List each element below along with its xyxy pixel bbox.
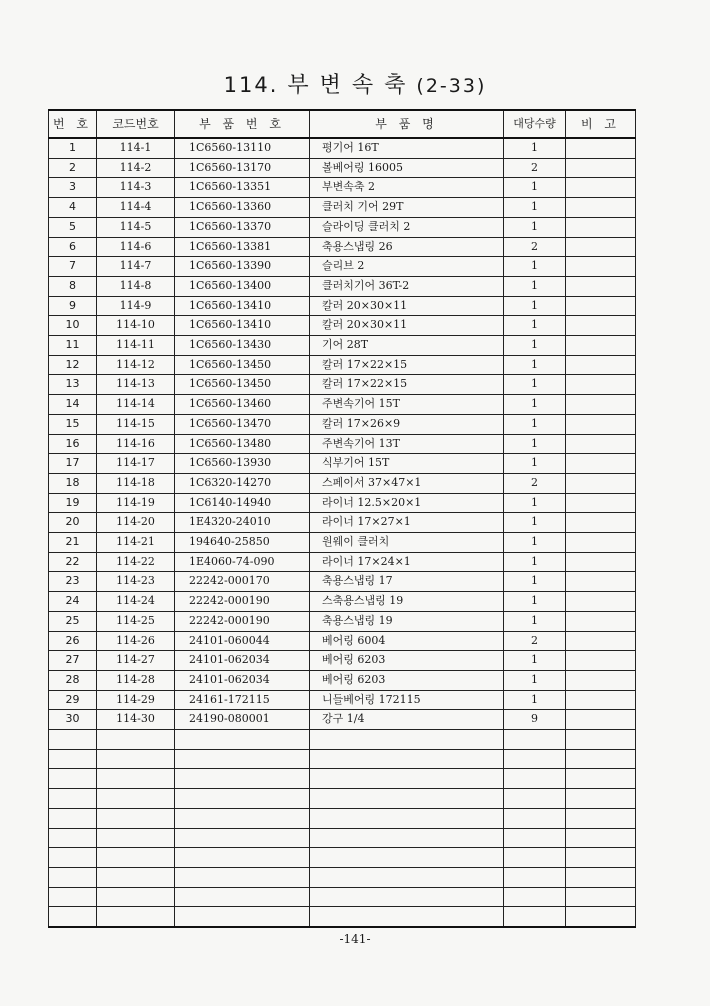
cell-name: 주변속기어 15T bbox=[310, 395, 504, 415]
cell-no: 22 bbox=[49, 552, 97, 572]
cell-part_no: 22242-000190 bbox=[175, 611, 310, 631]
empty-cell bbox=[504, 730, 566, 750]
empty-cell bbox=[566, 887, 636, 907]
cell-remarks bbox=[566, 336, 636, 356]
table-row bbox=[49, 198, 636, 218]
cell-remarks bbox=[566, 217, 636, 237]
cell-qty: 1 bbox=[504, 316, 566, 336]
cell-name: 주변속기어 13T bbox=[310, 434, 504, 454]
empty-cell bbox=[310, 828, 504, 848]
cell-code: 114-2 bbox=[97, 158, 175, 178]
cell-name: 슬라이딩 클러치 2 bbox=[310, 217, 504, 237]
cell-qty: 1 bbox=[504, 395, 566, 415]
empty-cell bbox=[566, 907, 636, 927]
empty-row bbox=[49, 907, 636, 927]
cell-qty: 2 bbox=[504, 473, 566, 493]
header-code: 코드번호 bbox=[97, 110, 175, 138]
cell-name: 칼러 20×30×11 bbox=[310, 316, 504, 336]
cell-remarks bbox=[566, 513, 636, 533]
cell-remarks bbox=[566, 690, 636, 710]
table-row bbox=[49, 336, 636, 356]
cell-remarks bbox=[566, 493, 636, 513]
cell-qty: 1 bbox=[504, 513, 566, 533]
cell-code: 114-24 bbox=[97, 592, 175, 612]
cell-qty: 1 bbox=[504, 217, 566, 237]
cell-remarks bbox=[566, 670, 636, 690]
cell-code: 114-30 bbox=[97, 710, 175, 730]
cell-remarks bbox=[566, 375, 636, 395]
cell-name: 라이너 17×24×1 bbox=[310, 552, 504, 572]
parts-table bbox=[48, 109, 636, 928]
cell-qty: 2 bbox=[504, 237, 566, 257]
cell-qty: 1 bbox=[504, 375, 566, 395]
cell-name: 베어링 6203 bbox=[310, 651, 504, 671]
cell-no: 5 bbox=[49, 217, 97, 237]
header-remarks: 비 고 bbox=[566, 110, 636, 138]
cell-code: 114-18 bbox=[97, 473, 175, 493]
cell-name: 슬리브 2 bbox=[310, 257, 504, 277]
cell-code: 114-15 bbox=[97, 414, 175, 434]
empty-row bbox=[49, 730, 636, 750]
cell-no: 14 bbox=[49, 395, 97, 415]
empty-cell bbox=[49, 808, 97, 828]
cell-part_no: 24101-062034 bbox=[175, 670, 310, 690]
table-row bbox=[49, 414, 636, 434]
empty-cell bbox=[97, 789, 175, 809]
cell-code: 114-4 bbox=[97, 198, 175, 218]
cell-qty: 9 bbox=[504, 710, 566, 730]
empty-cell bbox=[97, 867, 175, 887]
empty-cell bbox=[175, 867, 310, 887]
cell-no: 18 bbox=[49, 473, 97, 493]
cell-remarks bbox=[566, 611, 636, 631]
cell-name: 니들베어링 172115 bbox=[310, 690, 504, 710]
empty-cell bbox=[97, 828, 175, 848]
cell-part_no: 1C6560-13450 bbox=[175, 355, 310, 375]
cell-no: 8 bbox=[49, 276, 97, 296]
cell-part_no: 1C6560-13430 bbox=[175, 336, 310, 356]
table-header-row bbox=[49, 110, 636, 138]
page-title bbox=[0, 68, 710, 99]
table-row bbox=[49, 355, 636, 375]
cell-code: 114-29 bbox=[97, 690, 175, 710]
cell-name: 축용스냅링 19 bbox=[310, 611, 504, 631]
cell-remarks bbox=[566, 198, 636, 218]
cell-qty: 1 bbox=[504, 434, 566, 454]
cell-qty: 1 bbox=[504, 493, 566, 513]
cell-name: 스페이서 37×47×1 bbox=[310, 473, 504, 493]
cell-no: 19 bbox=[49, 493, 97, 513]
cell-code: 114-28 bbox=[97, 670, 175, 690]
cell-no: 23 bbox=[49, 572, 97, 592]
empty-cell bbox=[566, 749, 636, 769]
cell-name: 베어링 6004 bbox=[310, 631, 504, 651]
empty-cell bbox=[566, 848, 636, 868]
cell-part_no: 1C6560-13450 bbox=[175, 375, 310, 395]
empty-cell bbox=[504, 828, 566, 848]
empty-cell bbox=[175, 848, 310, 868]
cell-name: 칼러 20×30×11 bbox=[310, 296, 504, 316]
header-part-no: 부 품 번 호 bbox=[175, 110, 310, 138]
empty-row bbox=[49, 808, 636, 828]
empty-cell bbox=[504, 749, 566, 769]
empty-cell bbox=[175, 730, 310, 750]
cell-no: 20 bbox=[49, 513, 97, 533]
cell-part_no: 1C6560-13930 bbox=[175, 454, 310, 474]
cell-name: 칼러 17×26×9 bbox=[310, 414, 504, 434]
cell-code: 114-12 bbox=[97, 355, 175, 375]
cell-code: 114-9 bbox=[97, 296, 175, 316]
cell-qty: 1 bbox=[504, 670, 566, 690]
empty-cell bbox=[49, 887, 97, 907]
cell-name: 라이너 12.5×20×1 bbox=[310, 493, 504, 513]
empty-cell bbox=[49, 789, 97, 809]
cell-no: 7 bbox=[49, 257, 97, 277]
cell-code: 114-3 bbox=[97, 178, 175, 198]
cell-part_no: 194640-25850 bbox=[175, 533, 310, 553]
cell-part_no: 24101-060044 bbox=[175, 631, 310, 651]
cell-part_no: 1C6560-13360 bbox=[175, 198, 310, 218]
cell-part_no: 1C6560-13390 bbox=[175, 257, 310, 277]
empty-cell bbox=[504, 887, 566, 907]
cell-remarks bbox=[566, 355, 636, 375]
cell-remarks bbox=[566, 316, 636, 336]
empty-cell bbox=[49, 907, 97, 927]
cell-qty: 1 bbox=[504, 611, 566, 631]
table-row bbox=[49, 375, 636, 395]
cell-remarks bbox=[566, 572, 636, 592]
cell-name: 칼러 17×22×15 bbox=[310, 375, 504, 395]
table-row bbox=[49, 473, 636, 493]
table-row bbox=[49, 533, 636, 553]
cell-part_no: 24161-172115 bbox=[175, 690, 310, 710]
cell-name: 평기어 16T bbox=[310, 138, 504, 158]
empty-cell bbox=[97, 848, 175, 868]
cell-no: 4 bbox=[49, 198, 97, 218]
cell-remarks bbox=[566, 257, 636, 277]
table-row bbox=[49, 276, 636, 296]
table-row bbox=[49, 217, 636, 237]
empty-row bbox=[49, 789, 636, 809]
empty-row bbox=[49, 749, 636, 769]
table-row bbox=[49, 572, 636, 592]
table-row bbox=[49, 493, 636, 513]
cell-part_no: 1C6560-13351 bbox=[175, 178, 310, 198]
empty-cell bbox=[97, 730, 175, 750]
cell-name: 라이너 17×27×1 bbox=[310, 513, 504, 533]
cell-part_no: 24190-080001 bbox=[175, 710, 310, 730]
page-number: -141- bbox=[339, 932, 371, 946]
cell-qty: 1 bbox=[504, 651, 566, 671]
cell-code: 114-16 bbox=[97, 434, 175, 454]
cell-no: 24 bbox=[49, 592, 97, 612]
empty-cell bbox=[49, 867, 97, 887]
cell-qty: 1 bbox=[504, 414, 566, 434]
header-part-name: 부 품 명 bbox=[310, 110, 504, 138]
table-row bbox=[49, 651, 636, 671]
empty-cell bbox=[504, 789, 566, 809]
cell-name: 클러치기어 36T-2 bbox=[310, 276, 504, 296]
cell-no: 6 bbox=[49, 237, 97, 257]
cell-code: 114-11 bbox=[97, 336, 175, 356]
empty-cell bbox=[566, 808, 636, 828]
empty-cell bbox=[504, 808, 566, 828]
empty-row bbox=[49, 848, 636, 868]
empty-cell bbox=[175, 907, 310, 927]
cell-name: 축용스냅링 26 bbox=[310, 237, 504, 257]
cell-name: 칼러 17×22×15 bbox=[310, 355, 504, 375]
cell-no: 28 bbox=[49, 670, 97, 690]
empty-cell bbox=[49, 828, 97, 848]
cell-qty: 1 bbox=[504, 198, 566, 218]
cell-name: 클러치 기어 29T bbox=[310, 198, 504, 218]
empty-cell bbox=[566, 730, 636, 750]
cell-name: 식부기어 15T bbox=[310, 454, 504, 474]
empty-cell bbox=[175, 789, 310, 809]
cell-no: 17 bbox=[49, 454, 97, 474]
cell-qty: 1 bbox=[504, 336, 566, 356]
empty-cell bbox=[49, 848, 97, 868]
empty-cell bbox=[175, 749, 310, 769]
cell-code: 114-1 bbox=[97, 138, 175, 158]
cell-part_no: 1E4320-24010 bbox=[175, 513, 310, 533]
cell-part_no: 1C6560-13381 bbox=[175, 237, 310, 257]
cell-part_no: 24101-062034 bbox=[175, 651, 310, 671]
empty-cell bbox=[175, 808, 310, 828]
cell-remarks bbox=[566, 533, 636, 553]
empty-cell bbox=[97, 887, 175, 907]
cell-remarks bbox=[566, 237, 636, 257]
empty-cell bbox=[49, 769, 97, 789]
cell-name: 원웨이 클러치 bbox=[310, 533, 504, 553]
cell-remarks bbox=[566, 395, 636, 415]
cell-no: 9 bbox=[49, 296, 97, 316]
empty-cell bbox=[310, 887, 504, 907]
cell-remarks bbox=[566, 552, 636, 572]
cell-name: 강구 1/4 bbox=[310, 710, 504, 730]
cell-remarks bbox=[566, 414, 636, 434]
empty-cell bbox=[310, 730, 504, 750]
cell-name: 기어 28T bbox=[310, 336, 504, 356]
section-number: 114. bbox=[223, 73, 279, 97]
cell-part_no: 1C6560-13400 bbox=[175, 276, 310, 296]
empty-cell bbox=[97, 808, 175, 828]
table-row bbox=[49, 552, 636, 572]
empty-cell bbox=[49, 730, 97, 750]
cell-code: 114-27 bbox=[97, 651, 175, 671]
cell-part_no: 1C6560-13410 bbox=[175, 296, 310, 316]
cell-part_no: 22242-000170 bbox=[175, 572, 310, 592]
cell-remarks bbox=[566, 138, 636, 158]
table-row bbox=[49, 237, 636, 257]
cell-part_no: 22242-000190 bbox=[175, 592, 310, 612]
cell-no: 29 bbox=[49, 690, 97, 710]
empty-row bbox=[49, 887, 636, 907]
cell-code: 114-19 bbox=[97, 493, 175, 513]
cell-code: 114-14 bbox=[97, 395, 175, 415]
cell-part_no: 1C6560-13460 bbox=[175, 395, 310, 415]
cell-qty: 1 bbox=[504, 138, 566, 158]
empty-row bbox=[49, 769, 636, 789]
cell-no: 25 bbox=[49, 611, 97, 631]
table-row bbox=[49, 296, 636, 316]
empty-cell bbox=[310, 808, 504, 828]
table-row bbox=[49, 710, 636, 730]
cell-part_no: 1C6560-13410 bbox=[175, 316, 310, 336]
cell-qty: 1 bbox=[504, 454, 566, 474]
table-row bbox=[49, 138, 636, 158]
cell-code: 114-5 bbox=[97, 217, 175, 237]
cell-code: 114-17 bbox=[97, 454, 175, 474]
cell-part_no: 1C6560-13110 bbox=[175, 138, 310, 158]
cell-code: 114-21 bbox=[97, 533, 175, 553]
cell-part_no: 1E4060-74-090 bbox=[175, 552, 310, 572]
cell-no: 21 bbox=[49, 533, 97, 553]
cell-no: 11 bbox=[49, 336, 97, 356]
cell-no: 15 bbox=[49, 414, 97, 434]
cell-qty: 2 bbox=[504, 158, 566, 178]
table-row bbox=[49, 434, 636, 454]
cell-qty: 1 bbox=[504, 592, 566, 612]
empty-cell bbox=[97, 749, 175, 769]
cell-remarks bbox=[566, 276, 636, 296]
empty-cell bbox=[566, 828, 636, 848]
cell-name: 베어링 6203 bbox=[310, 670, 504, 690]
section-code: (2-33) bbox=[416, 75, 487, 97]
empty-cell bbox=[49, 749, 97, 769]
cell-qty: 1 bbox=[504, 355, 566, 375]
empty-cell bbox=[504, 848, 566, 868]
table-row bbox=[49, 592, 636, 612]
cell-remarks bbox=[566, 631, 636, 651]
cell-no: 30 bbox=[49, 710, 97, 730]
cell-code: 114-26 bbox=[97, 631, 175, 651]
cell-qty: 1 bbox=[504, 296, 566, 316]
cell-no: 13 bbox=[49, 375, 97, 395]
cell-code: 114-6 bbox=[97, 237, 175, 257]
cell-name: 축용스냅링 17 bbox=[310, 572, 504, 592]
empty-cell bbox=[175, 769, 310, 789]
table-row bbox=[49, 316, 636, 336]
empty-cell bbox=[504, 867, 566, 887]
table-row bbox=[49, 158, 636, 178]
cell-remarks bbox=[566, 473, 636, 493]
cell-part_no: 1C6560-13470 bbox=[175, 414, 310, 434]
cell-code: 114-23 bbox=[97, 572, 175, 592]
cell-no: 3 bbox=[49, 178, 97, 198]
cell-qty: 1 bbox=[504, 690, 566, 710]
empty-cell bbox=[310, 848, 504, 868]
cell-qty: 1 bbox=[504, 257, 566, 277]
cell-qty: 1 bbox=[504, 276, 566, 296]
empty-cell bbox=[566, 867, 636, 887]
cell-part_no: 1C6560-13480 bbox=[175, 434, 310, 454]
empty-cell bbox=[310, 749, 504, 769]
cell-part_no: 1C6560-13170 bbox=[175, 158, 310, 178]
section-name: 부 변 속 축 bbox=[287, 73, 408, 98]
cell-qty: 1 bbox=[504, 533, 566, 553]
cell-no: 27 bbox=[49, 651, 97, 671]
cell-remarks bbox=[566, 296, 636, 316]
cell-qty: 1 bbox=[504, 552, 566, 572]
cell-code: 114-7 bbox=[97, 257, 175, 277]
table-row bbox=[49, 611, 636, 631]
cell-remarks bbox=[566, 158, 636, 178]
table-row bbox=[49, 631, 636, 651]
cell-remarks bbox=[566, 454, 636, 474]
empty-cell bbox=[504, 769, 566, 789]
empty-cell bbox=[504, 907, 566, 927]
cell-name: 스축용스냅링 19 bbox=[310, 592, 504, 612]
cell-no: 16 bbox=[49, 434, 97, 454]
cell-code: 114-20 bbox=[97, 513, 175, 533]
table-row bbox=[49, 178, 636, 198]
cell-remarks bbox=[566, 434, 636, 454]
header-no: 번 호 bbox=[49, 110, 97, 138]
cell-no: 2 bbox=[49, 158, 97, 178]
empty-cell bbox=[175, 828, 310, 848]
table-row bbox=[49, 454, 636, 474]
empty-cell bbox=[175, 887, 310, 907]
cell-code: 114-8 bbox=[97, 276, 175, 296]
table-row bbox=[49, 670, 636, 690]
cell-qty: 2 bbox=[504, 631, 566, 651]
table-row bbox=[49, 690, 636, 710]
cell-remarks bbox=[566, 651, 636, 671]
empty-cell bbox=[310, 907, 504, 927]
cell-qty: 1 bbox=[504, 178, 566, 198]
table-row bbox=[49, 513, 636, 533]
table-row bbox=[49, 395, 636, 415]
cell-remarks bbox=[566, 178, 636, 198]
cell-code: 114-10 bbox=[97, 316, 175, 336]
cell-no: 12 bbox=[49, 355, 97, 375]
table-row bbox=[49, 257, 636, 277]
cell-part_no: 1C6320-14270 bbox=[175, 473, 310, 493]
empty-cell bbox=[310, 789, 504, 809]
cell-code: 114-25 bbox=[97, 611, 175, 631]
cell-code: 114-13 bbox=[97, 375, 175, 395]
cell-part_no: 1C6560-13370 bbox=[175, 217, 310, 237]
cell-remarks bbox=[566, 592, 636, 612]
cell-part_no: 1C6140-14940 bbox=[175, 493, 310, 513]
cell-no: 10 bbox=[49, 316, 97, 336]
empty-cell bbox=[310, 769, 504, 789]
cell-no: 26 bbox=[49, 631, 97, 651]
empty-cell bbox=[566, 789, 636, 809]
header-qty: 대당수량 bbox=[504, 110, 566, 138]
cell-name: 볼베어링 16005 bbox=[310, 158, 504, 178]
empty-cell bbox=[97, 769, 175, 789]
cell-qty: 1 bbox=[504, 572, 566, 592]
empty-cell bbox=[566, 769, 636, 789]
cell-code: 114-22 bbox=[97, 552, 175, 572]
empty-row bbox=[49, 828, 636, 848]
cell-no: 1 bbox=[49, 138, 97, 158]
empty-cell bbox=[97, 907, 175, 927]
cell-remarks bbox=[566, 710, 636, 730]
cell-name: 부변속축 2 bbox=[310, 178, 504, 198]
empty-cell bbox=[310, 867, 504, 887]
empty-row bbox=[49, 867, 636, 887]
